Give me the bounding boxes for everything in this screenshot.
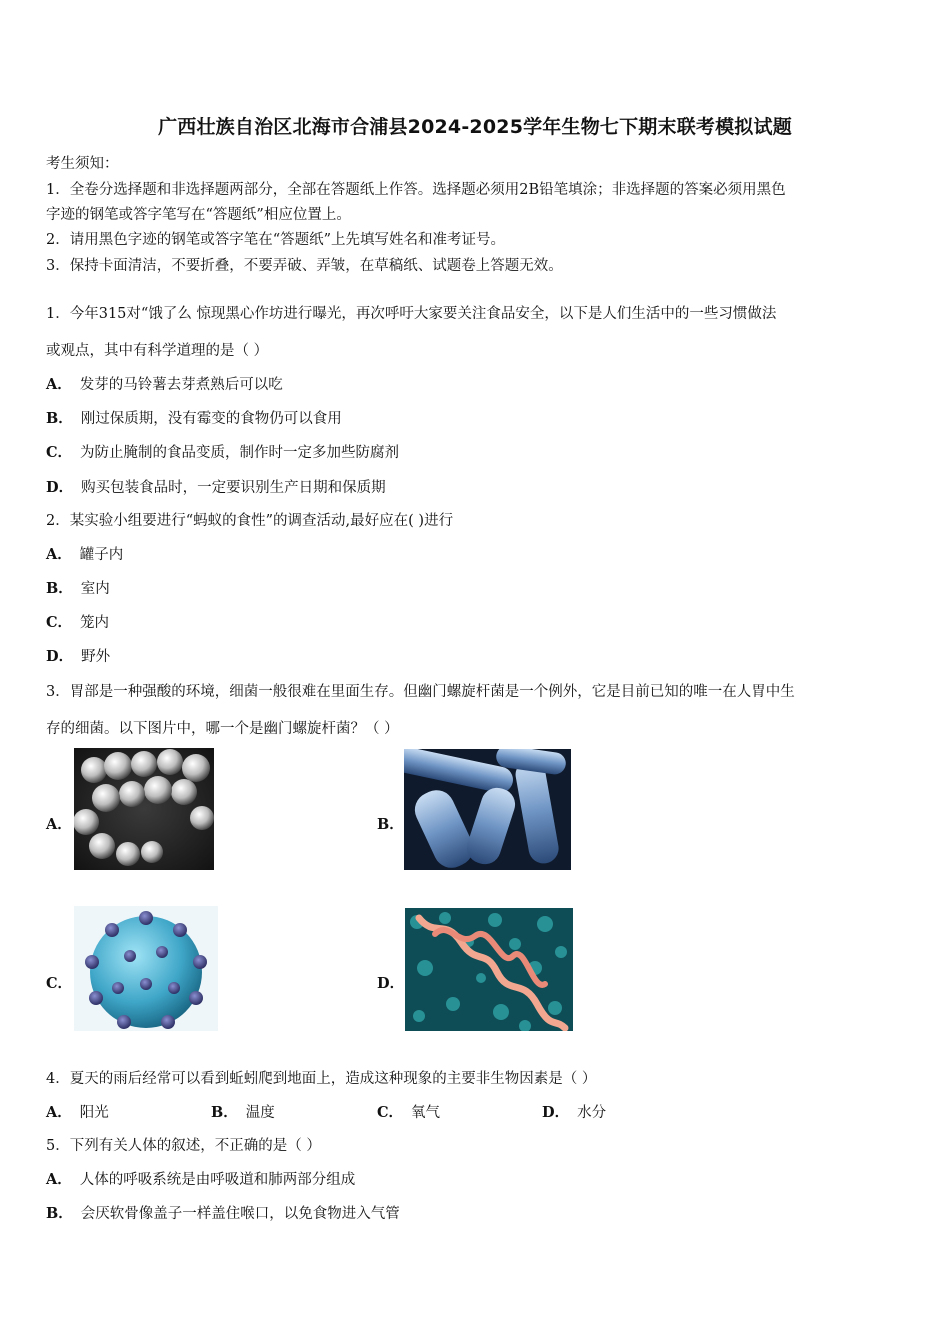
option-label: D． (46, 648, 74, 665)
option-label: B． (46, 580, 73, 597)
option-label: D． (46, 479, 74, 496)
q2-option-d[interactable] (46, 645, 110, 666)
option-text: 室内 (80, 581, 110, 597)
option-text: 罐子内 (79, 547, 124, 563)
option-text: 温度 (245, 1105, 275, 1121)
q2-stem: 2．某实验小组要进行“蚂蚁的食性”的调查活动,最好应在( )进行 (46, 513, 454, 529)
option-label: A． (46, 546, 72, 563)
option-label: A． (46, 1104, 72, 1121)
option-text: 购买包装食品时，一定要识别生产日期和保质期 (81, 480, 386, 496)
q4-option-b[interactable] (211, 1101, 275, 1122)
q1-option-c[interactable] (46, 441, 399, 462)
q2-option-a[interactable] (46, 543, 123, 564)
option-text: 阳光 (79, 1105, 109, 1121)
option-label: B． (46, 1205, 73, 1222)
notice-item: 1．全卷分选择题和非选择题两部分，全部在答题纸上作答。选择题必须用2B铅笔填涂；非选择题的答案必须用黑色 (46, 182, 786, 198)
q4-option-d[interactable] (542, 1101, 606, 1122)
notice-header: 考生须知： (46, 156, 119, 172)
q4-stem: 4．夏天的雨后经常可以看到蚯蚓爬到地面上，造成这种现象的主要非生物因素是（ ） (46, 1071, 597, 1087)
option-label: C． (377, 1104, 404, 1121)
option-label: C． (46, 444, 73, 461)
option-text: 水分 (577, 1105, 607, 1121)
page-title: 广西壮族自治区北海市合浦县2024-2025学年生物七下期末联考模拟试题 (158, 116, 792, 138)
q5-option-a[interactable] (46, 1168, 355, 1189)
option-text: 笼内 (80, 615, 110, 631)
q5-stem: 5．下列有关人体的叙述，不正确的是（ ） (46, 1138, 321, 1154)
option-label: A． (46, 1171, 72, 1188)
option-text: 野外 (81, 649, 111, 665)
q2-option-b[interactable] (46, 577, 110, 598)
option-label: C． (46, 975, 73, 992)
option-text: 为防止腌制的食品变质，制作时一定多加些防腐剂 (80, 445, 400, 461)
spiky-virus-micrograph (74, 906, 218, 1031)
q4-option-a[interactable] (46, 1101, 109, 1122)
q1-option-b[interactable] (46, 407, 342, 428)
option-label: D． (542, 1104, 570, 1121)
option-label: A． (46, 816, 72, 833)
spiral-bacteria-micrograph (405, 908, 573, 1031)
option-label: D． (377, 975, 405, 992)
rod-bacteria-micrograph (404, 749, 571, 870)
q3-stem: 3．胃部是一种强酸的环境，细菌一般很难在里面生存。但幽门螺旋杆菌是一个例外，它是目前已知的唯一在人胃中生 (46, 684, 795, 700)
q1-option-d[interactable] (46, 476, 386, 497)
q2-option-c[interactable] (46, 611, 109, 632)
notice-item: 2．请用黑色字迹的钢笔或答字笔在“答题纸”上先填写姓名和准考证号。 (46, 232, 506, 248)
q4-option-c[interactable] (377, 1101, 440, 1122)
q1-option-a[interactable] (46, 373, 283, 394)
notice-item: 字迹的钢笔或答字笔写在“答题纸”相应位置上。 (46, 207, 351, 223)
option-text: 会厌软骨像盖子一样盖住喉口，以免食物进入气管 (80, 1206, 400, 1222)
option-label: B． (211, 1104, 238, 1121)
option-label: C． (46, 614, 73, 631)
q1-stem-cont: 或观点，其中有科学道理的是（ ） (46, 343, 269, 359)
q5-option-b[interactable] (46, 1202, 400, 1223)
option-text: 人体的呼吸系统是由呼吸道和肺两部分组成 (79, 1172, 356, 1188)
option-text: 刚过保质期，没有霉变的食物仍可以食用 (80, 411, 342, 427)
option-text: 氧气 (411, 1105, 441, 1121)
option-label: B． (377, 816, 404, 833)
option-label: B． (46, 410, 73, 427)
q3-stem-cont: 存的细菌。以下图片中，哪一个是幽门螺旋杆菌？（ ） (46, 721, 399, 737)
q1-stem: 1．今年315对“饿了么 惊现黑心作坊进行曝光，再次呼吁大家要关注食品安全，以下是人们生活中的一些习惯做法 (46, 306, 777, 322)
option-label: A． (46, 376, 72, 393)
cocci-chain-micrograph (74, 748, 214, 870)
notice-item: 3．保持卡面清洁，不要折叠，不要弄破、弄皱，在草稿纸、试题卷上答题无效。 (46, 258, 563, 274)
option-text: 发芽的马铃薯去芽煮熟后可以吃 (79, 377, 283, 393)
